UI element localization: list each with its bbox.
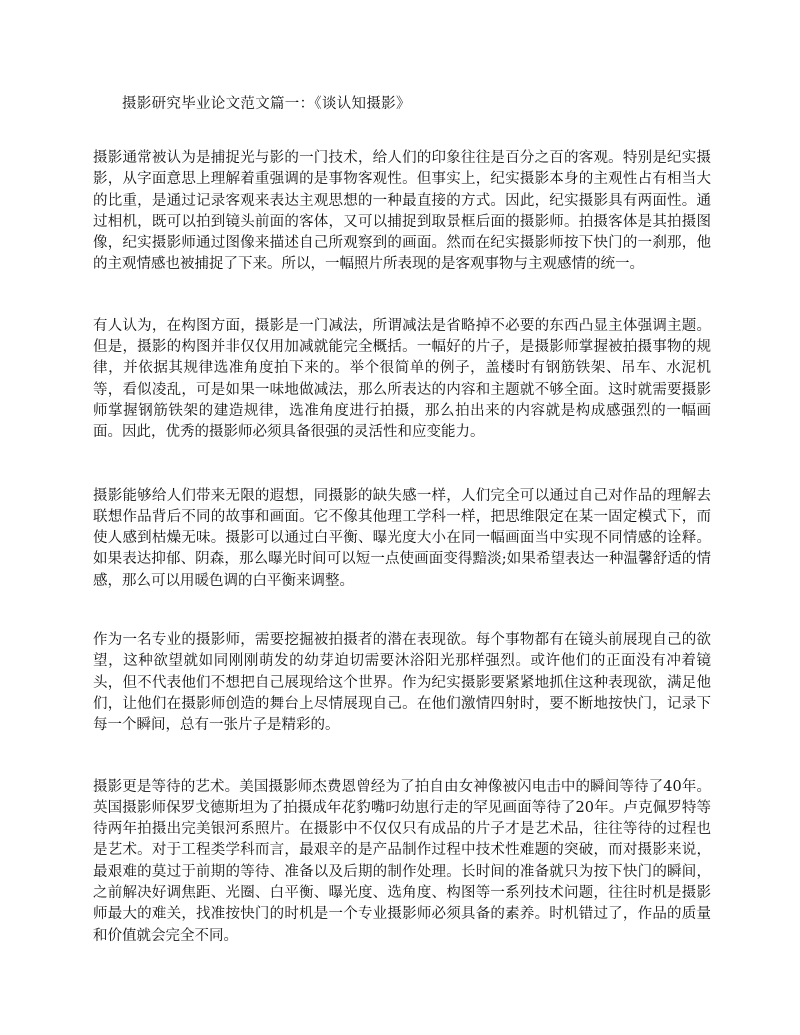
document-body xyxy=(93,148,711,987)
paragraph-4: 作为一名专业的摄影师，需要挖掘被拍摄者的潜在表现欲。每个事物都有在镜头前展现自己的欲望，这种欲望就如同刚刚萌发的幼芽迫切需要沐浴阳光那样强烈。或许他们的正面没有冲着镜头，但不代表他们不想把自己展现给这个世界。作为纪实摄影要紧紧地抓住这种表现欲，满足他们，让他们在摄影师创造的舞台上尽情展现自己。在他们激情四射时，要不断地按快门，记录下每一个瞬间，总有一张片子是精彩的。 xyxy=(93,632,711,734)
document-title: 摄影研究毕业论文范文篇一：《谈认知摄影》 xyxy=(122,96,411,112)
paragraph-3: 摄影能够给人们带来无限的遐想，同摄影的缺失感一样，人们完全可以通过自己对作品的理解去联想作品背后不同的故事和画面。它不像其他理工学科一样，把思维限定在某一固定模式下，而使人感到枯燥无味。摄影可以通过白平衡、曝光度大小在同一幅画面当中实现不同情感的诠释。如果表达抑郁、阴森，那么曝光时间可以短一点使画面变得黯淡;如果希望表达一种温馨舒适的情感，那么可以用暖色调的白平衡来调整。 xyxy=(93,487,711,589)
paragraph-2: 有人认为，在构图方面，摄影是一门减法，所谓减法是省略掉不必要的东西凸显主体强调主题。但是，摄影的构图并非仅仅用加减就能完全概括。一幅好的片子，是摄影师掌握被拍摄事物的规律，并依据其规律选准角度拍下来的。举个很简单的例子，盖楼时有钢筋铁架、吊车、水泥机等，看似凌乱，可是如果一味地做减法，那么所表达的内容和主题就不够全面。这时就需要摄影师掌握钢筋铁架的建造规律，选准角度进行拍摄，那么拍出来的内容就是构成感强烈的一幅画面。因此，优秀的摄影师必须具备很强的灵活性和应变能力。 xyxy=(93,317,711,441)
paragraph-1: 摄影通常被认为是捕捉光与影的一门技术，给人们的印象往往是百分之百的客观。特别是纪实摄影，从字面意思上理解着重强调的是事物客观性。但事实上，纪实摄影本身的主观性占有相当大的比重，是通过记录客观来表达主观思想的一种最直接的方式。因此，纪实摄影具有两面性。通过相机，既可以拍到镜头前面的客体，又可以捕捉到取景框后面的摄影师。拍摄客体是其拍摄图像，纪实摄影师通过图像来描述自己所观察到的画面。然而在纪实摄影师按下快门的一刹那，他的主观情感也被捕捉了下来。所以，一幅照片所表现的是客观事物与主观感情的统一。 xyxy=(93,150,711,273)
paragraph-5: 摄影更是等待的艺术。美国摄影师杰费恩曾经为了拍自由女神像被闪电击中的瞬间等待了40年。英国摄影师保罗戈德斯坦为了拍摄成年花豹嘴叼幼崽行走的罕见画面等待了20年。卢克佩罗特等待两年拍摄出完美银河系照片。在摄影中不仅仅只有成品的片子才是艺术品，往往等待的过程也是艺术。对于工程类学科而言，最艰辛的是产品制作过程中技术性难题的突破，而对摄影来说，最艰难的莫过于前期的等待、准备以及后期的制作处理。长时间的准备就只为按下快门的瞬间，之前解决好调焦距、光圈、白平衡、曝光度、选角度、构图等一系列技术问题，往往时机是摄影师最大的难关，找准按快门的时机是一个专业摄影师必须具备的素养。时机错过了，作品的质量和价值就会完全不同。 xyxy=(93,778,711,944)
